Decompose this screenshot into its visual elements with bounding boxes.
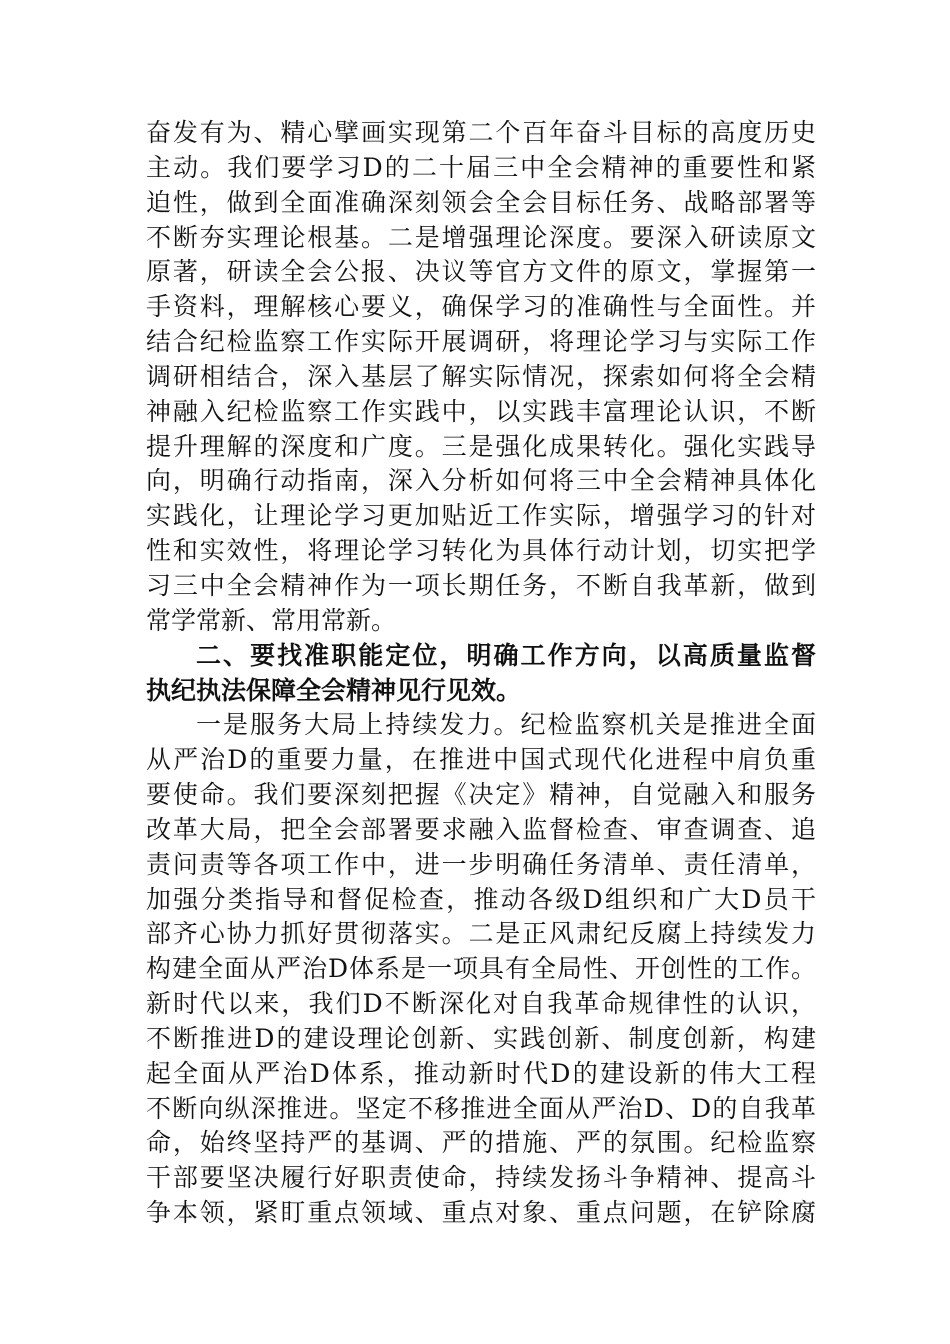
text-line: 要使命。我们要深刻把握《决定》精神，自觉融入和服务	[146, 780, 816, 810]
text-line: 性和实效性，将理论学习转化为具体行动计划，切实把学	[146, 536, 816, 566]
text-line: 不断夯实理论根基。二是增强理论深度。要深入研读原文	[146, 222, 816, 252]
text-line: 干部要坚决履行好职责使命，持续发扬斗争精神、提高斗	[146, 1163, 816, 1193]
text-line: 加强分类指导和督促检查，推动各级D组织和广大D员干	[146, 884, 816, 914]
text-line: 向，明确行动指南，深入分析如何将三中全会精神具体化	[146, 466, 816, 496]
text-line: 常学常新、常用常新。	[146, 605, 397, 635]
text-line: 部齐心协力抓好贯彻落实。二是正风肃纪反腐上持续发力	[146, 919, 816, 949]
text-line: 原著，研读全会公报、决议等官方文件的原文，掌握第一	[146, 257, 816, 287]
section-heading-line: 二、要找准职能定位，明确工作方向，以高质量监督	[196, 640, 816, 670]
body-text	[146, 116, 816, 1231]
text-line: 从严治D的重要力量，在推进中国式现代化进程中肩负重	[146, 745, 816, 775]
text-line: 责问责等各项工作中，进一步明确任务清单、责任清单，	[146, 849, 816, 879]
text-line: 调研相结合，深入基层了解实际情况，探索如何将全会精	[146, 361, 816, 391]
text-line: 不断推进D的建设理论创新、实践创新、制度创新，构建	[146, 1023, 816, 1053]
text-line: 主动。我们要学习D的二十届三中全会精神的重要性和紧	[146, 152, 816, 182]
text-line: 命，始终坚持严的基调、严的措施、严的氛围。纪检监察	[146, 1128, 816, 1158]
text-line: 新时代以来，我们D不断深化对自我革命规律性的认识，	[146, 989, 816, 1019]
text-line: 结合纪检监察工作实际开展调研，将理论学习与实际工作	[146, 327, 816, 357]
text-line: 手资料，理解核心要义，确保学习的准确性与全面性。并	[146, 292, 816, 322]
text-line: 起全面从严治D体系，推动新时代D的建设新的伟大工程	[146, 1058, 816, 1088]
text-line: 一是服务大局上持续发力。纪检监察机关是推进全面	[196, 710, 816, 740]
text-line: 改革大局，把全会部署要求融入监督检查、审查调查、追	[146, 814, 816, 844]
section-heading-line: 执纪执法保障全会精神见行见效。	[146, 675, 522, 705]
text-line: 习三中全会精神作为一项长期任务，不断自我革新，做到	[146, 570, 816, 600]
text-line: 争本领，紧盯重点领域、重点对象、重点问题，在铲除腐	[146, 1198, 816, 1228]
text-line: 提升理解的深度和广度。三是强化成果转化。强化实践导	[146, 431, 816, 461]
text-line: 构建全面从严治D体系是一项具有全局性、开创性的工作。	[146, 954, 816, 984]
text-line: 奋发有为、精心擘画实现第二个百年奋斗目标的高度历史	[146, 118, 816, 147]
text-line: 实践化，让理论学习更加贴近工作实际，增强学习的针对	[146, 501, 816, 531]
text-line: 迫性，做到全面准确深刻领会全会目标任务、战略部署等	[146, 187, 816, 217]
text-line: 神融入纪检监察工作实践中，以实践丰富理论认识，不断	[146, 396, 816, 426]
text-line: 不断向纵深推进。坚定不移推进全面从严治D、D的自我革	[146, 1093, 816, 1123]
